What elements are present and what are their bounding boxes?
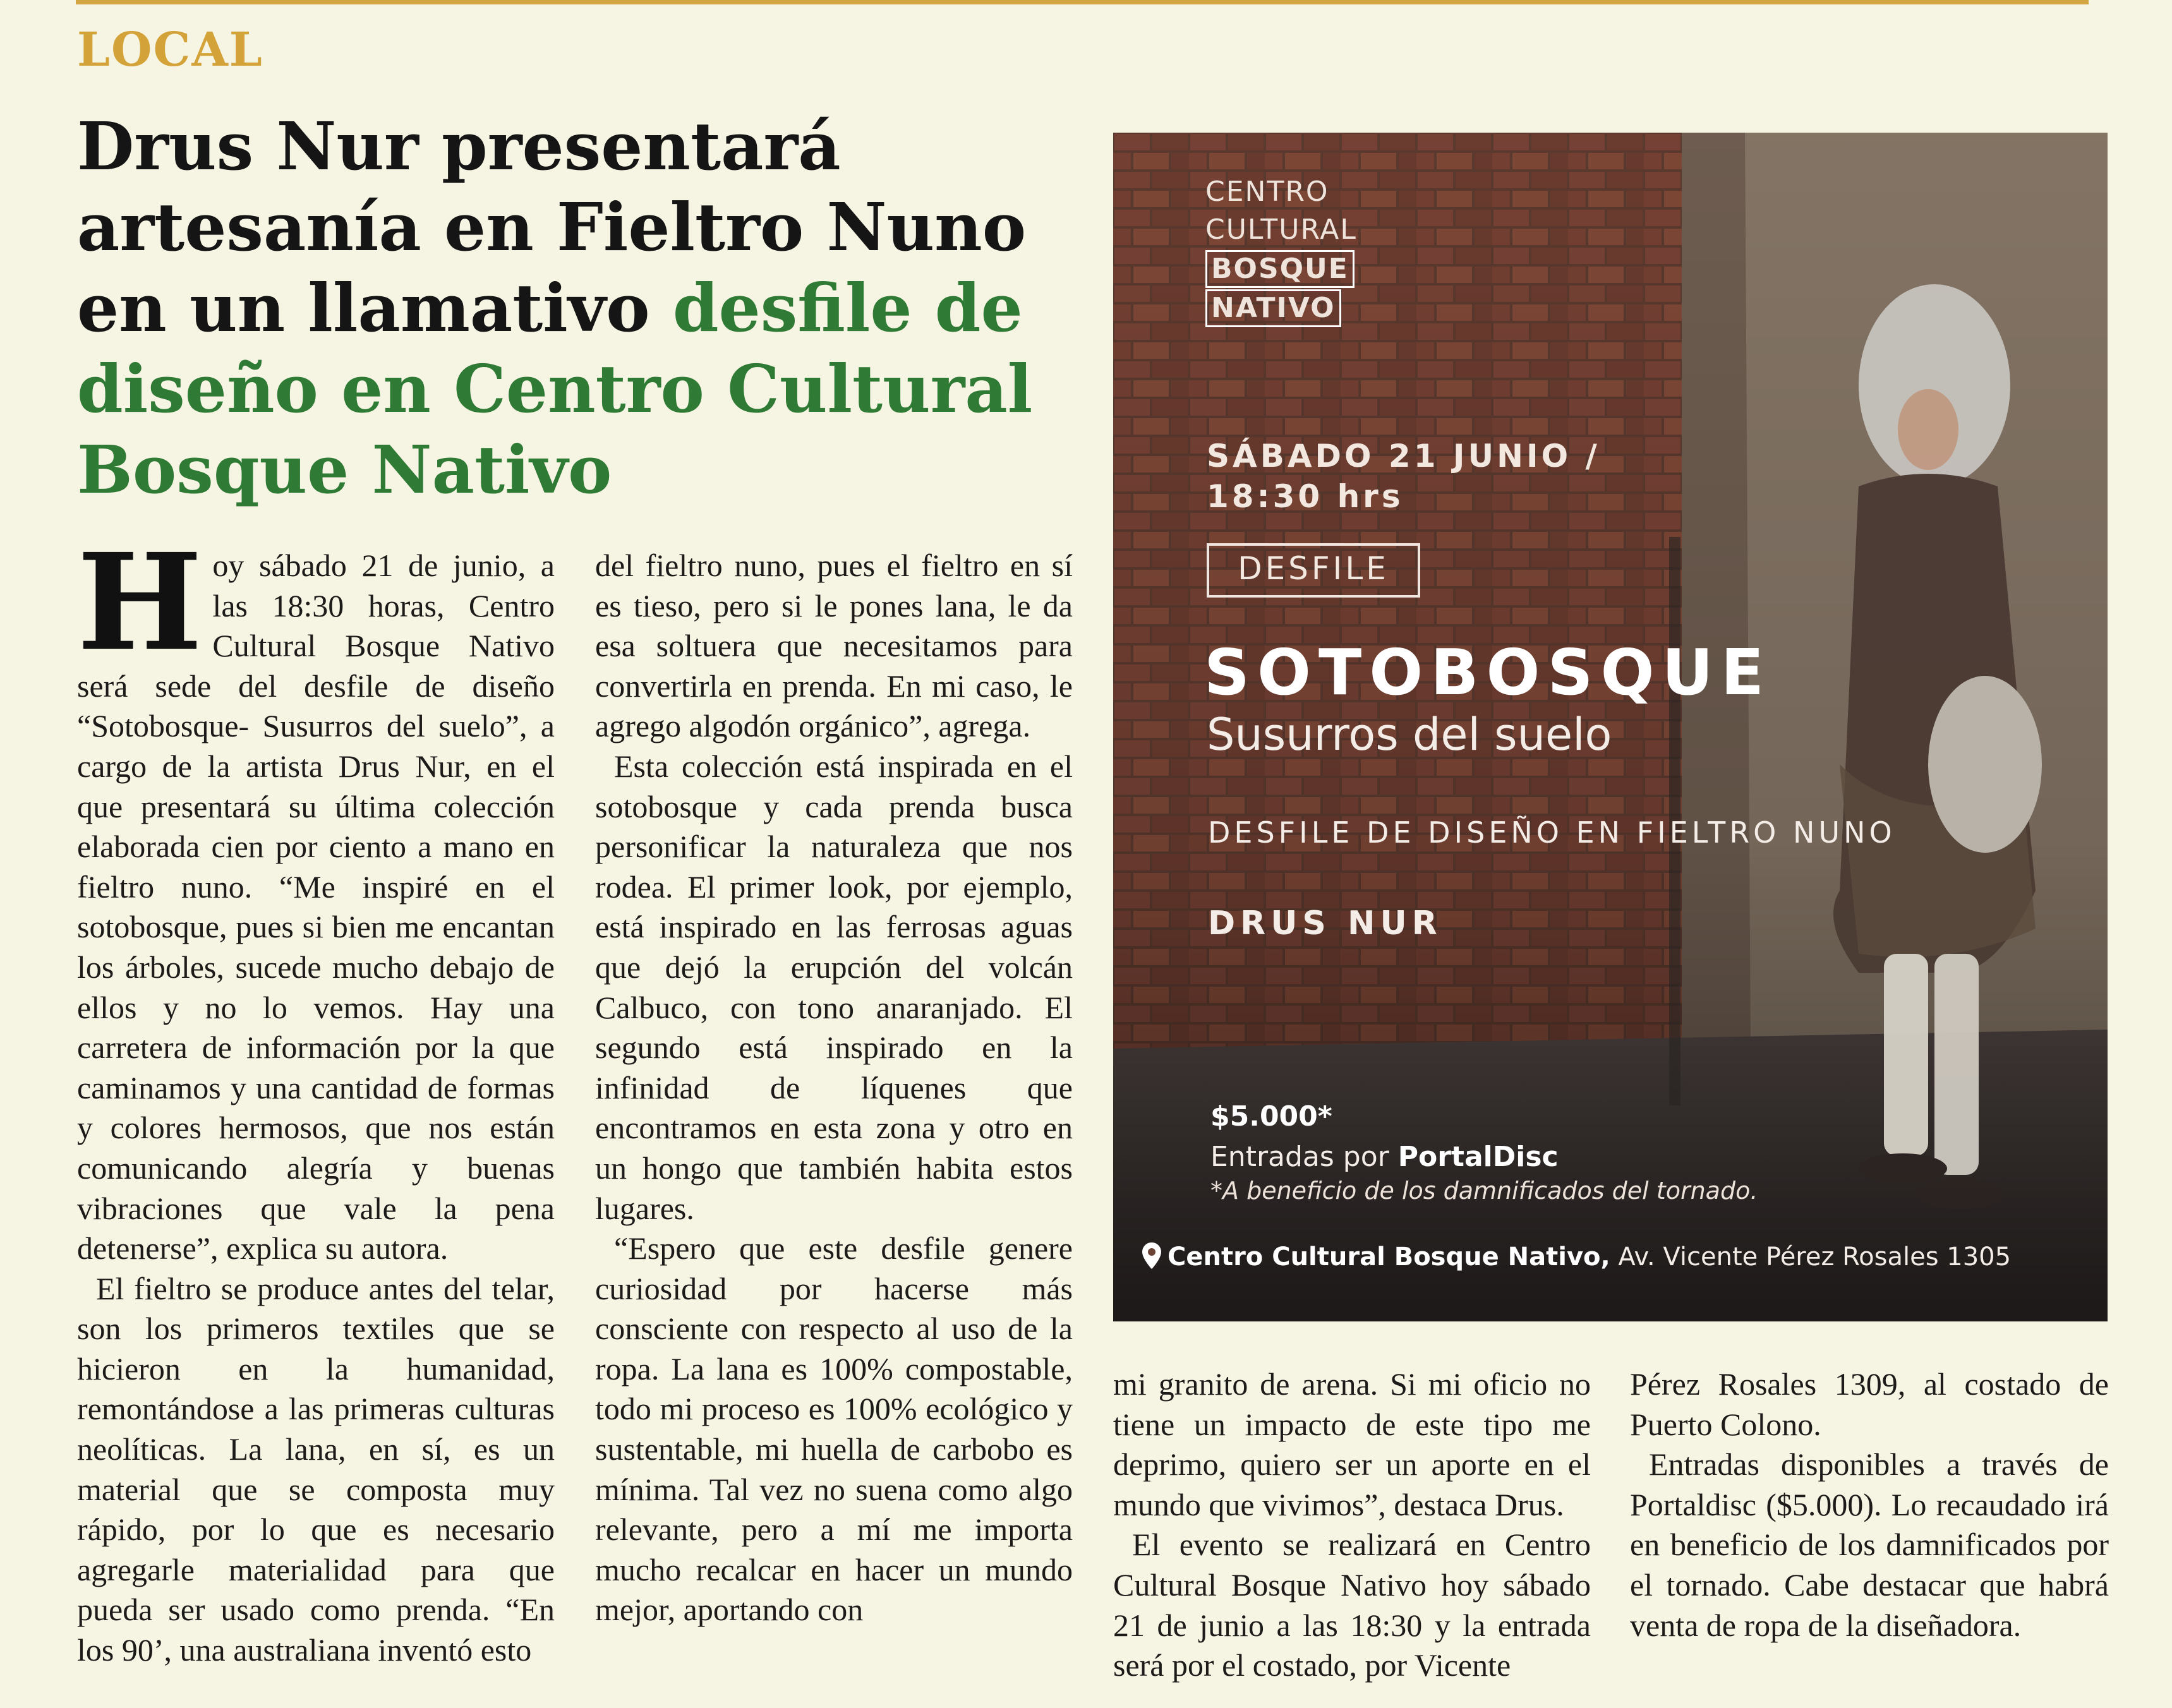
logo-line: BOSQUE [1205,250,1354,288]
poster-street-address: Av. Vicente Pérez Rosales 1305 [1610,1242,2012,1272]
poster-date-line: SÁBADO 21 JUNIO / [1207,438,1600,474]
event-poster [1113,133,2108,1321]
poster-venue-logo [1205,173,1357,327]
paragraph: Esta colección está inspirada en el sotobosque y cada prenda busca personificar la naturaleza que nos rodea. El primer look, por ejemplo, está inspirado en las ferrosas aguas que dejó la erupción del volcán Calbuco, con tono anaranjado. El segundo está inspirado en la infinidad de líquenes que encontramos en esta zona y otro en un hongo que también habita estos lugares. [595,748,1073,1226]
drop-cap: H [77,524,203,680]
poster-artist: DRUS NUR [1208,905,1442,942]
poster-address [1142,1239,2011,1275]
paragraph: mi granito de arena. Si mi oficio no tiene un impacto de este tipo me deprimo, quiero ser un aporte en el mundo que vivimos”, destaca Drus. [1113,1366,1591,1522]
logo-line: CULTURAL [1205,213,1357,246]
tickets-prefix: Entradas por [1210,1141,1398,1173]
poster-title: SOTOBOSQUE [1204,635,1772,709]
headline [77,106,1063,510]
headline-part2-highlight: desfile de diseño en Centro Cultural Bosque Nativo [77,269,1033,508]
poster-event-type-box: DESFILE [1207,543,1420,598]
paragraph: “Espero que este desfile genere curiosidad por hacerse más consciente con respecto al uso de la ropa. La lana es 100% compostable, todo mi proceso es 100% ecológico y sustentable, mi huella de carbobo es mínima. Tal vez no suena como algo relevante, pero a mí me importa mucho recalcar en hacer un mundo mejor, aportando con [595,1230,1073,1628]
paragraph: El evento se realizará en Centro Cultural Bosque Nativo hoy sábado 21 de junio a las 18:30 y la entrada será por el costado, por Vicente [1113,1527,1591,1683]
section-label: LOCAL [77,23,263,77]
paragraph: Entradas disponibles a través de Portaldisc ($5.000). Lo recaudado irá en beneficio de los damnificados por el tornado. Cabe destacar que habrá venta de ropa de la diseñadora. [1630,1446,2109,1643]
location-pin-icon [1142,1242,1161,1269]
poster-price: $5.000* [1210,1100,1332,1133]
paragraph: Pérez Rosales 1309, al costado de Puerto Colono. [1630,1366,2109,1442]
article-column-4 [1630,1364,2109,1645]
poster-subtitle: Susurros del suelo [1207,709,1612,761]
paragraph: del fieltro nuno, pues el fieltro en sí es tieso, pero si le pones lana, le da esa soltuera que necesitamos para convertirla en prenda. En mi caso, le agrego algodón orgánico”, agrega. [595,548,1073,744]
poster-time-line: 18:30 hrs [1207,478,1404,515]
logo-line: NATIVO [1205,289,1341,327]
headline-part1: Drus Nur presentará artesanía en Fieltro Nuno en un llamativo [77,107,1027,347]
poster-date [1207,436,1600,517]
article-column-2 [595,546,1073,1630]
logo-line: CENTRO [1205,176,1329,208]
article-column-3 [1113,1364,1591,1686]
paragraph: El fieltro se produce antes del telar, son los primeros textiles que se hicieron en la humanidad, remontándose a las primeras culturas neolíticas. La lana, en sí, es un material que se composta muy rápido, por lo que es necesario agregarle materialidad para que pueda ser usado como prenda. “En los 90’, una australiana inventó esto [77,1270,555,1668]
poster-tagline: DESFILE DE DISEÑO EN FIELTRO NUNO [1208,815,1896,850]
paragraph: oy sábado 21 de junio, a las 18:30 horas, Centro Cultural Bosque Nativo será sede del desfile de diseño “Sotobosque- Susurros del suelo”, a cargo de la artista Drus Nur, en el que presentará su última colección elaborada cien por ciento a mano en fieltro nuno. “Me inspiré en el sotobosque, pues si bien me encantan los árboles, sucede mucho debajo de ellos y no lo vemos. Hay una carretera de información por la que caminamos y una cantidad de formas y colores hermosos, que nos están comunicando alegría y buenas vibraciones que vale la pena detenerse”, explica su autora. [77,548,555,1266]
article-column-1 [77,524,555,1671]
poster-benefit-note: *A beneficio de los damnificados del tornado. [1210,1177,1758,1205]
poster-venue-name: Centro Cultural Bosque Nativo, [1167,1242,1610,1272]
top-rule [76,0,2089,4]
tickets-vendor: PortalDisc [1397,1141,1559,1173]
poster-tickets [1210,1140,1559,1175]
